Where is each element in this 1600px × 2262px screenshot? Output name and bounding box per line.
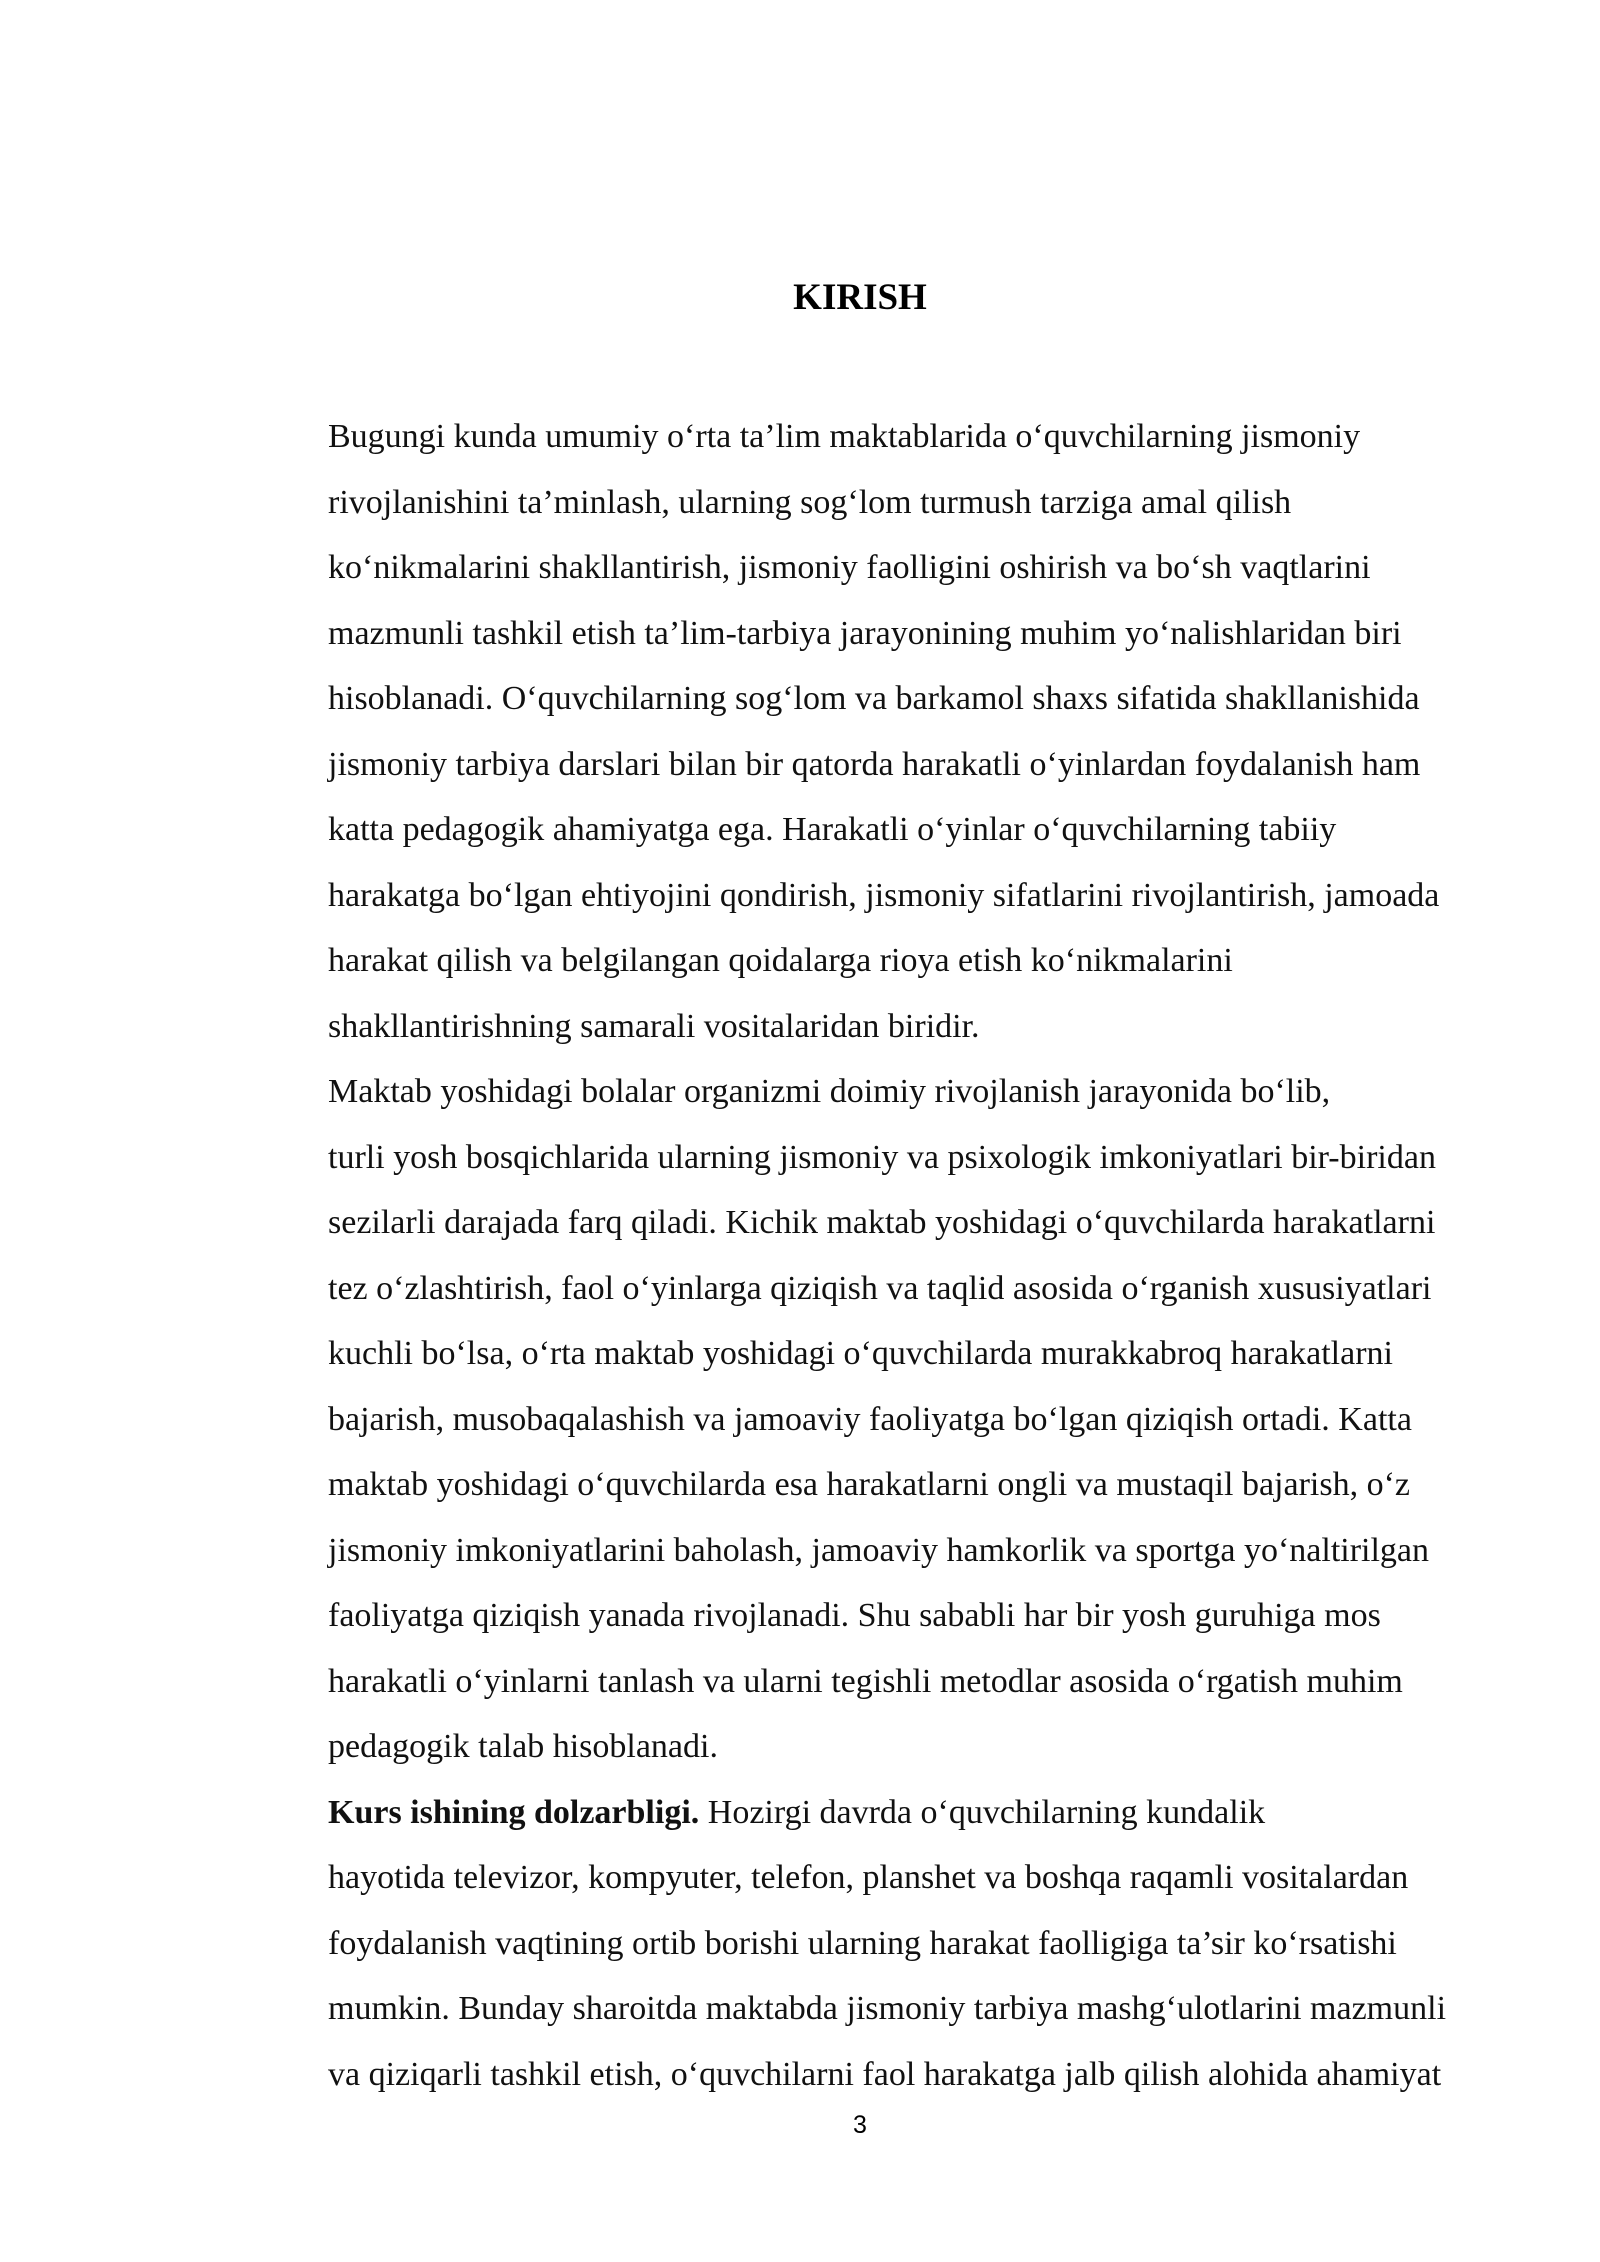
text-line: va qiziqarli tashkil etish, o‘quvchilarni faol harakatga jalb qilish alohida ahamiyat bbox=[328, 2055, 1442, 2093]
text-line: bajarish, musobaqalashish va jamoaviy faoliyatga bo‘lgan qiziqish ortadi. Katta bbox=[328, 1400, 1412, 1438]
text-line: hisoblanadi. O‘quvchilarning sog‘lom va barkamol shaxs sifatida shakllanishida bbox=[328, 680, 1420, 717]
text-line: ko‘nikmalarini shakllantirish, jismoniy faolligini oshirish va bo‘sh vaqtlarini bbox=[328, 549, 1371, 586]
text-line: harakatli o‘yinlarni tanlash va ularni tegishli metodlar asosida o‘rgatish muhim bbox=[328, 1662, 1403, 1700]
paragraph-age-groups bbox=[230, 1059, 1485, 1780]
text-line: sezilarli darajada farq qiladi. Kichik maktab yoshidagi o‘quvchilarda harakatlarni bbox=[328, 1204, 1436, 1241]
text-line: turli yosh bosqichlarida ularning jismoniy va psixologik imkoniyatlari bir-biridan bbox=[328, 1138, 1436, 1176]
text-line: Maktab yoshidagi bolalar organizmi doimiy rivojlanish jarayonida bo‘lib, bbox=[328, 1073, 1331, 1110]
text-line: jismoniy tarbiya darslari bilan bir qatorda harakatli o‘yinlardan foydalanish ham bbox=[328, 745, 1421, 783]
page-number: 3 bbox=[853, 2111, 867, 2139]
text-line: jismoniy imkoniyatlarini baholash, jamoaviy hamkorlik va sportga yo‘naltirilgan bbox=[328, 1531, 1430, 1569]
text-line: pedagogik talab hisoblanadi. bbox=[328, 1728, 718, 1765]
text-line: hayotida televizor, kompyuter, telefon, planshet va boshqa raqamli vositalardan bbox=[328, 1859, 1409, 1896]
text-line: faoliyatga qiziqish yanada rivojlanadi. Shu sababli har bir yosh guruhiga mos bbox=[328, 1597, 1381, 1634]
text-line: kuchli bo‘lsa, o‘rta maktab yoshidagi o‘quvchilarda murakkabroq harakatlarni bbox=[328, 1335, 1393, 1372]
text-line bbox=[230, 1780, 1485, 1846]
paragraph-introduction bbox=[230, 404, 1485, 1059]
text-line: tez o‘zlashtirish, faol o‘yinlarga qiziqish va taqlid asosida o‘rganish xususiyatlari bbox=[328, 1269, 1432, 1307]
bold-lead-phrase: Kurs ishining dolzarbligi. bbox=[328, 1793, 700, 1831]
text-line-continuation: Hozirgi davrda o‘quvchilarning kundalik bbox=[699, 1793, 1266, 1831]
text-line: mazmunli tashkil etish ta’lim-tarbiya jarayonining muhim yo‘nalishlaridan biri bbox=[328, 614, 1402, 652]
text-line: Bugungi kunda umumiy o‘rta ta’lim maktablarida o‘quvchilarning jismoniy bbox=[328, 418, 1361, 455]
text-line: shakllantirishning samarali vositalaridan biridir. bbox=[328, 1007, 980, 1045]
text-line: rivojlanishini ta’minlash, ularning sog‘lom turmush tarziga amal qilish bbox=[328, 483, 1292, 521]
paragraph-relevance bbox=[230, 1780, 1485, 2108]
body-text bbox=[230, 404, 1485, 2107]
text-line: katta pedagogik ahamiyatga ega. Harakatli o‘yinlar o‘quvchilarning tabiiy bbox=[328, 811, 1337, 848]
text-line: foydalanish vaqtining ortib borishi ularning harakat faolligiga ta’sir ko‘rsatishi bbox=[328, 1924, 1397, 1962]
text-line: harakat qilish va belgilangan qoidalarga rioya etish ko‘nikmalarini bbox=[328, 942, 1233, 979]
text-line: maktab yoshidagi o‘quvchilarda esa harakatlarni ongli va mustaqil bajarish, o‘z bbox=[328, 1466, 1410, 1503]
section-heading: KIRISH bbox=[793, 277, 927, 318]
text-line: mumkin. Bunday sharoitda maktabda jismoniy tarbiya mashg‘ulotlarini mazmunli bbox=[328, 1990, 1447, 2027]
text-line: harakatga bo‘lgan ehtiyojini qondirish, jismoniy sifatlarini rivojlantirish, jamoada bbox=[328, 876, 1440, 914]
